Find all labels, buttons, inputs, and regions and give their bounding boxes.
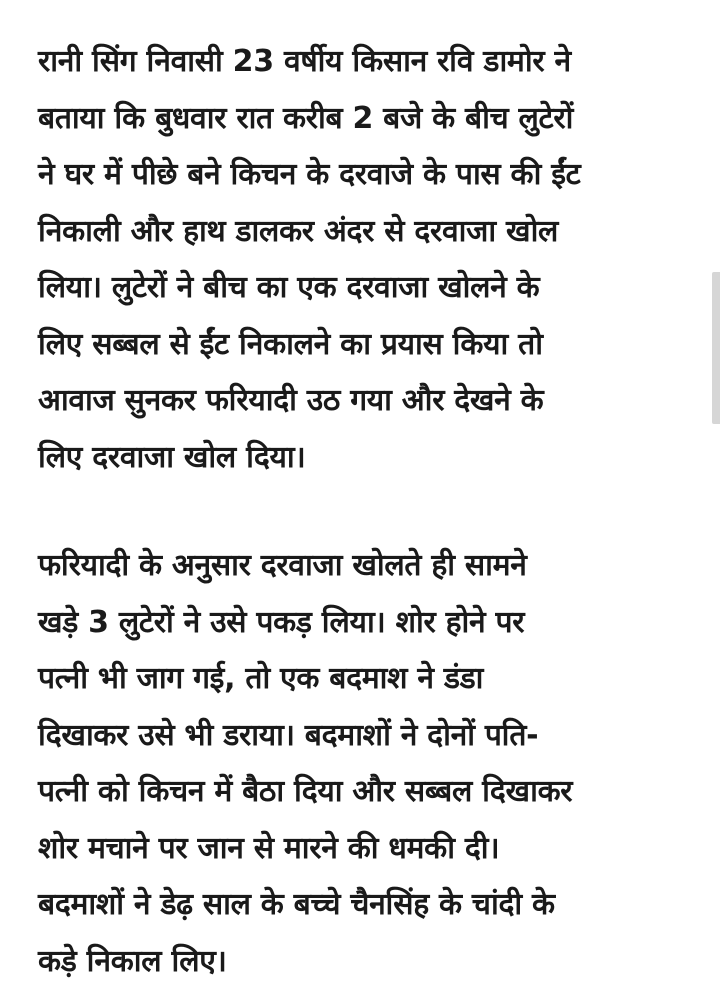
paragraph-1	[38, 34, 688, 486]
paragraph-line: लिया। लुटेरों ने बीच का एक दरवाजा खोलने के	[38, 270, 540, 305]
paragraph-line: फरियादी के अनुसार दरवाजा खोलते ही सामने	[38, 548, 527, 583]
paragraph-line: निकाली और हाथ डालकर अंदर से दरवाजा खोल	[38, 213, 559, 249]
paragraph-line: कड़े निकाल लिए।	[38, 943, 227, 979]
paragraph-line: ने घर में पीछे बने किचन के दरवाजे के पास की ईंट	[38, 157, 581, 192]
paragraph-line: रानी सिंग निवासी 23 वर्षीय किसान रवि डामोर ने	[38, 44, 571, 79]
paragraph-line: बदमाशों ने डेढ़ साल के बच्चे चैनसिंह के चांदी के	[38, 887, 555, 922]
paragraph-line: दिखाकर उसे भी डराया। बदमाशों ने दोनों पति-	[38, 717, 539, 753]
paragraph-line: आवाज सुनकर फरियादी उठ गया और देखने के	[38, 383, 544, 418]
scrollbar-thumb[interactable]	[712, 272, 720, 424]
paragraph-line: पत्नी भी जाग गई, तो एक बदमाश ने डंडा	[38, 661, 484, 696]
paragraph-line: बताया कि बुधवार रात करीब 2 बजे के बीच लुटेरों	[38, 100, 574, 136]
paragraph-line: लिए सब्बल से ईंट निकालने का प्रयास किया तो	[38, 326, 543, 362]
paragraph-2	[38, 538, 688, 990]
paragraph-line: पत्नी को किचन में बैठा दिया और सब्बल दिखाकर	[38, 774, 573, 809]
paragraph-line: खड़े 3 लुटेरों ने उसे पकड़ लिया। शोर होने पर	[38, 604, 525, 640]
article-body	[38, 34, 688, 990]
paragraph-spacer	[38, 486, 688, 538]
paragraph-line: लिए दरवाजा खोल दिया।	[38, 439, 306, 475]
paragraph-line: शोर मचाने पर जान से मारने की धमकी दी।	[38, 830, 500, 866]
